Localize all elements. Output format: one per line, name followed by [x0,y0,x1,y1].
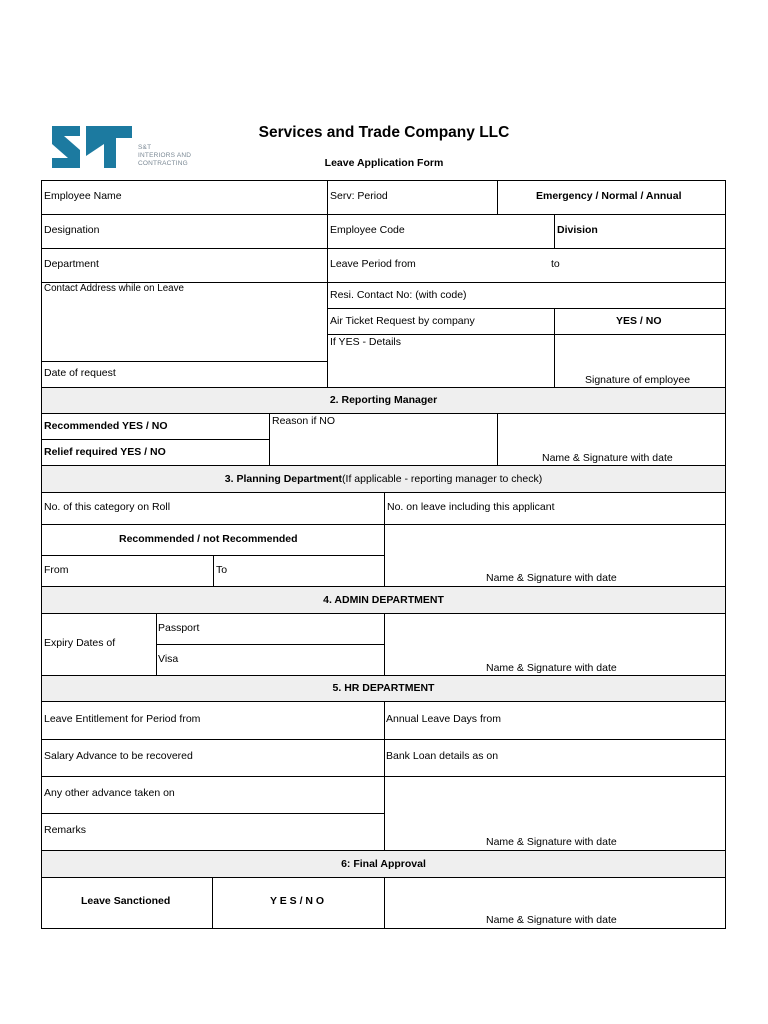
leave-period-to-label: to [551,258,560,270]
manager-signature-label: Name & Signature with date [542,452,673,464]
planning-recommended-label: Recommended / not Recommended [119,533,298,545]
bank-loan-label: Bank Loan details as on [386,750,499,762]
employee-name-field[interactable] [41,180,328,215]
leave-sanctioned-label: Leave Sanctioned [81,895,171,907]
final-yes-no-field[interactable] [212,877,385,929]
final-signature-field[interactable] [384,877,726,929]
category-on-roll-field[interactable] [41,492,385,525]
designation-field[interactable] [41,214,328,249]
employee-code-label: Employee Code [330,224,405,236]
planning-to-field[interactable] [213,555,385,587]
final-yes-no-label: Y E S / N O [270,895,325,907]
hr-signature-field[interactable] [384,776,726,851]
section-3-header [41,465,726,493]
if-yes-details-field[interactable] [327,334,555,388]
recommended-label: Recommended YES / NO [44,420,168,432]
resi-contact-field[interactable] [327,282,726,309]
contact-address-label: Contact Address while on Leave [44,283,184,294]
leave-sanctioned-cell [41,877,213,929]
expiry-dates-cell [41,613,157,676]
reason-if-no-label: Reason if NO [272,415,336,427]
section-3-subtitle: (If applicable - reporting manager to check) [342,473,543,485]
section-4-header [41,586,726,614]
hr-signature-label: Name & Signature with date [486,836,617,848]
on-leave-count-field[interactable] [384,492,726,525]
recommended-field[interactable] [41,413,270,440]
section-2-header [41,387,726,414]
visa-field[interactable] [156,644,385,676]
section-6-title: 6: Final Approval [341,858,426,870]
leave-type-label: Emergency / Normal / Annual [536,190,682,202]
expiry-dates-label: Expiry Dates of [44,637,116,649]
employee-signature-label: Signature of employee [585,374,691,386]
leave-period-field[interactable] [327,248,726,283]
date-of-request-label: Date of request [44,367,116,379]
leave-entitlement-field[interactable] [41,701,385,740]
leave-entitlement-label: Leave Entitlement for Period from [44,713,201,725]
bank-loan-field[interactable] [384,739,726,777]
planning-from-field[interactable] [41,555,214,587]
designation-label: Designation [44,224,100,236]
section-2-title: 2. Reporting Manager [329,394,438,406]
division-label: Division [557,224,598,236]
planning-from-label: From [44,564,69,576]
section-6-header [41,850,726,878]
section-5-title: 5. HR DEPARTMENT [332,682,435,694]
leave-type-field[interactable] [497,180,726,215]
logo-text-line3: CONTRACTING [138,160,188,167]
reason-if-no-field[interactable] [269,413,498,466]
air-ticket-yes-no-label: YES / NO [616,315,662,327]
category-on-roll-label: No. of this category on Roll [44,501,171,513]
passport-field[interactable] [156,613,385,645]
employee-signature-field[interactable] [554,334,726,388]
other-advance-field[interactable] [41,776,385,814]
annual-leave-days-label: Annual Leave Days from [386,713,501,725]
admin-signature-label: Name & Signature with date [486,662,617,674]
planning-signature-label: Name & Signature with date [486,572,617,584]
if-yes-details-label: If YES - Details [330,336,401,348]
company-name: Services and Trade Company LLC [258,124,510,141]
contact-address-field[interactable] [41,282,328,362]
serv-period-field[interactable] [327,180,498,215]
logo-text-line2: INTERIORS AND [138,152,192,159]
form-title: Leave Application Form [324,157,444,169]
department-label: Department [44,258,99,270]
salary-advance-field[interactable] [41,739,385,777]
serv-period-label: Serv: Period [330,190,388,202]
visa-label: Visa [158,653,179,665]
employee-name-label: Employee Name [44,190,122,202]
date-of-request-field[interactable] [41,361,328,388]
passport-label: Passport [158,622,200,634]
air-ticket-yes-no[interactable] [554,308,726,335]
remarks-label: Remarks [44,824,87,836]
air-ticket-label: Air Ticket Request by company [330,315,475,327]
other-advance-label: Any other advance taken on [44,787,175,799]
logo-text-line1: S&T [138,144,152,151]
section-3-title: 3. Planning Department [224,473,343,485]
remarks-field[interactable] [41,813,385,851]
relief-required-field[interactable] [41,439,270,466]
annual-leave-days-field[interactable] [384,701,726,740]
final-signature-label: Name & Signature with date [486,914,617,926]
department-field[interactable] [41,248,328,283]
resi-contact-label: Resi. Contact No: (with code) [330,289,467,301]
salary-advance-label: Salary Advance to be recovered [44,750,193,762]
section-4-title: 4. ADMIN DEPARTMENT [323,594,444,606]
air-ticket-field[interactable] [327,308,555,335]
section-5-header [41,675,726,702]
planning-signature-field[interactable] [384,524,726,587]
leave-period-label: Leave Period from [330,258,416,270]
admin-signature-field[interactable] [384,613,726,676]
relief-required-label: Relief required YES / NO [44,446,166,458]
manager-signature-field[interactable] [497,413,726,466]
on-leave-count-label: No. on leave including this applicant [387,501,555,513]
planning-to-label: To [216,564,228,576]
division-field[interactable] [554,214,726,249]
planning-recommended-field[interactable] [41,524,385,556]
employee-code-field[interactable] [327,214,555,249]
